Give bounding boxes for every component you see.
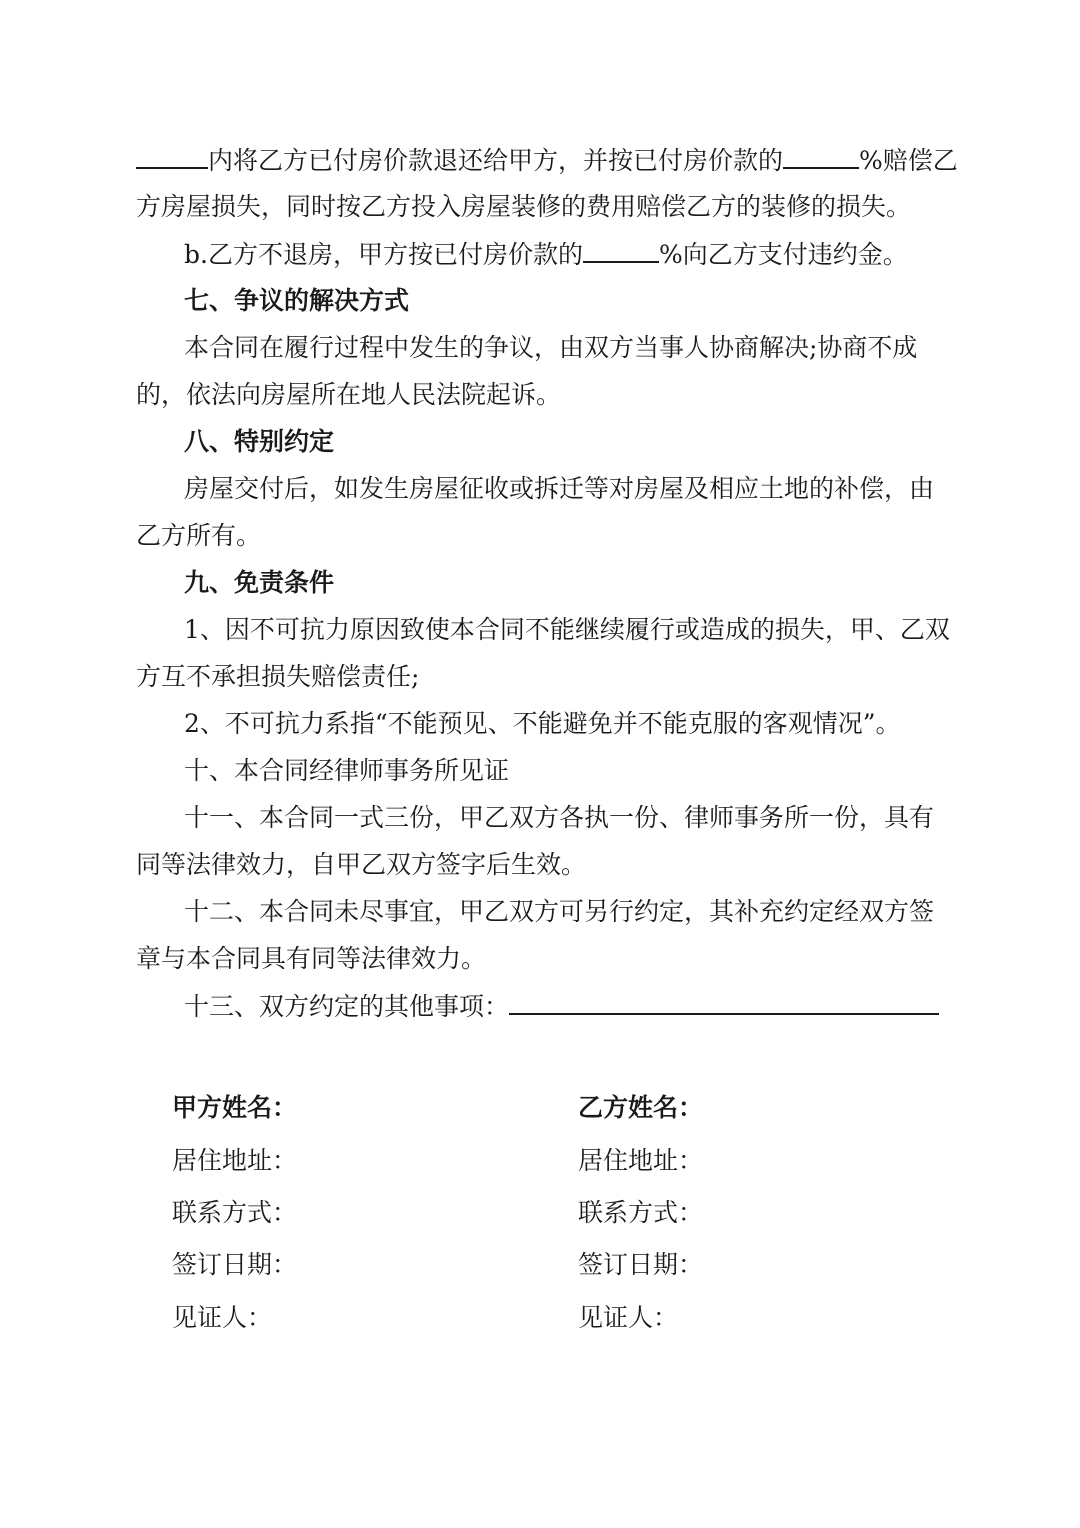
clause10: 十、本合同经律师事务所见证 [184, 756, 510, 785]
clause6-b-text-a: b.乙方不退房，甲方按已付房价款的 [184, 240, 583, 269]
clause11-line1: 十一、本合同一式三份，甲乙双方各执一份、律师事务所一份，具有 [184, 803, 935, 832]
party-a-date-label: 签订日期： [172, 1250, 298, 1279]
party-a-name-label: 甲方姓名： [172, 1093, 298, 1122]
clause13-text: 十三、双方约定的其他事项： [184, 992, 510, 1021]
clause9-p2: 2、不可抗力系指“不能预见、不能避免并不能克服的客观情况”。 [184, 709, 901, 738]
party-a-address-label: 居住地址： [172, 1146, 298, 1175]
clause8-heading: 八、特别约定 [184, 427, 335, 456]
clause7-line2: 的，依法向房屋所在地人民法院起诉。 [136, 380, 562, 409]
party-a-contact-label: 联系方式： [172, 1198, 298, 1227]
clause8-line2: 乙方所有。 [136, 521, 262, 550]
clause6-line1 [136, 145, 956, 176]
party-b-contact-label: 联系方式： [578, 1198, 704, 1227]
fill-blank[interactable] [583, 239, 659, 263]
party-b-address-label: 居住地址： [578, 1146, 704, 1175]
clause11-line2: 同等法律效力，自甲乙双方签字后生效。 [136, 850, 587, 879]
clause6-line2: 方房屋损失，同时按乙方投入房屋装修的费用赔偿乙方的装修的损失。 [136, 192, 912, 221]
clause12-line2: 章与本合同具有同等法律效力。 [136, 944, 487, 973]
party-b-name-label: 乙方姓名： [578, 1093, 704, 1122]
clause9-p1-line2: 方互不承担损失赔偿责任; [136, 662, 420, 691]
party-a-witness-label: 见证人： [172, 1303, 273, 1332]
clause7-heading: 七、争议的解决方式 [184, 286, 410, 315]
clause9-p1-line1: 1、因不可抗力原因致使本合同不能继续履行或造成的损失，甲、乙双 [184, 615, 950, 644]
other-matters-field[interactable] [509, 991, 939, 1015]
clause6-text-a: 内将乙方已付房价款退还给甲方，并按已付房价款的 [208, 146, 784, 175]
party-b-witness-label: 见证人： [578, 1303, 679, 1332]
clause9-heading: 九、免责条件 [184, 568, 335, 597]
party-b-date-label: 签订日期： [578, 1250, 704, 1279]
clause6-b-text-b: %向乙方支付违约金。 [658, 240, 908, 269]
clause6-b [184, 239, 954, 270]
fill-blank[interactable] [783, 145, 859, 169]
clause6-text-b: %赔偿乙 [859, 146, 958, 175]
clause8-line1: 房屋交付后，如发生房屋征收或拆迁等对房屋及相应土地的补偿，由 [184, 474, 935, 503]
clause13 [184, 991, 954, 1022]
fill-blank[interactable] [136, 145, 208, 169]
clause7-line1: 本合同在履行过程中发生的争议，由双方当事人协商解决;协商不成 [184, 333, 918, 362]
clause12-line1: 十二、本合同未尽事宜，甲乙双方可另行约定，其补充约定经双方签 [184, 897, 935, 926]
